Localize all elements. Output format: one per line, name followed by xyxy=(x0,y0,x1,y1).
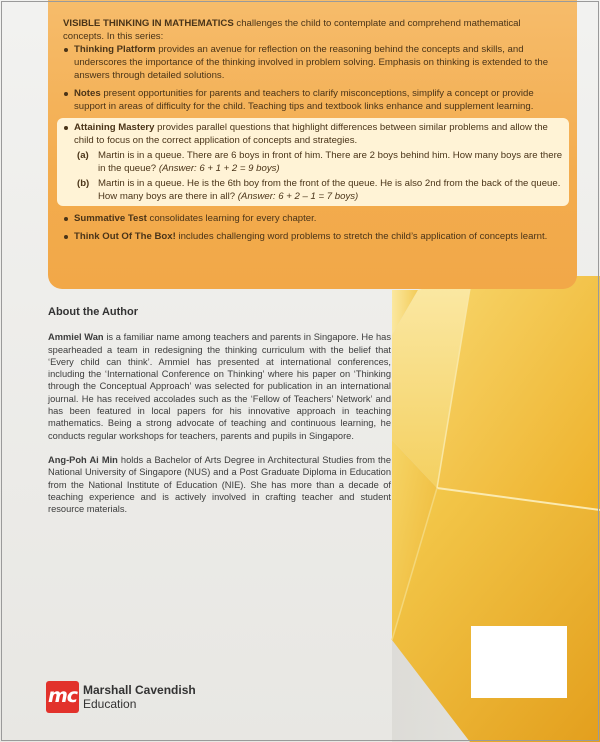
bullet-icon xyxy=(64,235,68,239)
feature-term: Notes xyxy=(74,88,101,99)
author-bio-2 xyxy=(48,454,391,515)
feature-description: present opportunities for parents and teachers to clarify misconceptions, simplify a concept or provide support in areas of difficulty for the child. Teaching tips and textbook links enhance and supplement learning. xyxy=(74,88,534,112)
author-name: Ammiel Wan xyxy=(48,332,104,343)
feature-summative-test xyxy=(63,212,563,225)
about-the-author-section xyxy=(48,306,391,527)
series-intro-text: challenges the child to contemplate and comprehend mathematical concepts. In this series: xyxy=(63,18,521,42)
feature-thinking-platform xyxy=(63,43,563,82)
publisher-division: Education xyxy=(83,697,137,711)
author-bio-1 xyxy=(48,331,391,442)
feature-term: Thinking Platform xyxy=(74,44,156,55)
example-label: (a) xyxy=(77,150,89,161)
bullet-icon xyxy=(64,217,68,221)
about-heading: About the Author xyxy=(48,306,139,318)
series-name: VISIBLE THINKING IN MATHEMATICS xyxy=(63,18,234,29)
feature-description: provides parallel questions that highlight differences between similar problems and allow the child to focus on the correct application of concepts and strategies. xyxy=(74,122,548,146)
series-features-panel xyxy=(48,0,577,289)
author-name: Ang-Poh Ai Min xyxy=(48,454,118,465)
feature-list xyxy=(63,43,563,113)
example-a xyxy=(74,149,563,175)
feature-description: provides an avenue for reflection on the reasoning behind the concepts and skills, and underscores the importance of the thinking involved in problem solving. Emphasis on thinking is extended to the answers through detailed solutions. xyxy=(74,44,549,81)
example-answer: (Answer: 6 + 2 – 1 = 7 boys) xyxy=(237,191,359,202)
example-question: Martin is in a queue. There are 6 boys in front of him. There are 2 boys behind him. How many boys are there in the queue? xyxy=(98,150,563,174)
feature-attaining-mastery xyxy=(57,118,569,206)
author-bio-text: holds a Bachelor of Arts Degree in Architectural Studies from the National University of Singapore (NUS) and a Post Graduate Diploma in Education from the National Institute of Education (NIE). She has more than a decade of teaching experience and is actively involved in crafting teacher and student resource materials. xyxy=(48,454,391,515)
example-label: (b) xyxy=(77,178,90,189)
example-answer: (Answer: 6 + 1 + 2 = 9 boys) xyxy=(158,163,280,174)
bullet-icon xyxy=(64,92,68,96)
series-intro xyxy=(63,17,563,43)
bullet-icon xyxy=(64,48,68,52)
barcode-area xyxy=(471,626,567,698)
feature-description: includes challenging word problems to stretch the child’s application of concepts learnt. xyxy=(175,231,548,242)
feature-term: Think Out Of The Box! xyxy=(74,231,176,242)
feature-term: Attaining Mastery xyxy=(74,122,155,133)
feature-notes xyxy=(63,87,563,113)
mc-logo-icon: mc xyxy=(46,681,79,713)
example-question: Martin is in a queue. He is the 6th boy from the front of the queue. He is also 2nd from the back of the queue. How many boys are there in all? xyxy=(98,178,561,202)
example-b xyxy=(74,177,563,203)
feature-list-continued xyxy=(63,212,563,243)
author-bio-text: is a familiar name among teachers and parents in Singapore. He has spearheaded a team in redesigning the thinking curriculum with the belief that ‘Every child can think’. Ammiel has presented at international conferences, including the ‘International Conference on Thinking’ where his paper on ‘Thinking through the Conceptual Approach’ was selected for publication in an international journal. He has received accolades such as the ‘Fellow of Teachers’ Network’ and has been featured in local papers for his innovative approach in teaching mathematics. Being a strong advocate of teaching and continuous learning, he conducts regular workshops for teachers, parents and pupils in Singapore. xyxy=(48,332,392,441)
feature-description: consolidates learning for every chapter. xyxy=(146,213,317,224)
bullet-icon xyxy=(64,126,68,130)
publisher-name: Marshall Cavendish xyxy=(83,683,196,697)
feature-think-out-of-the-box xyxy=(63,230,563,243)
feature-term: Summative Test xyxy=(74,213,147,224)
